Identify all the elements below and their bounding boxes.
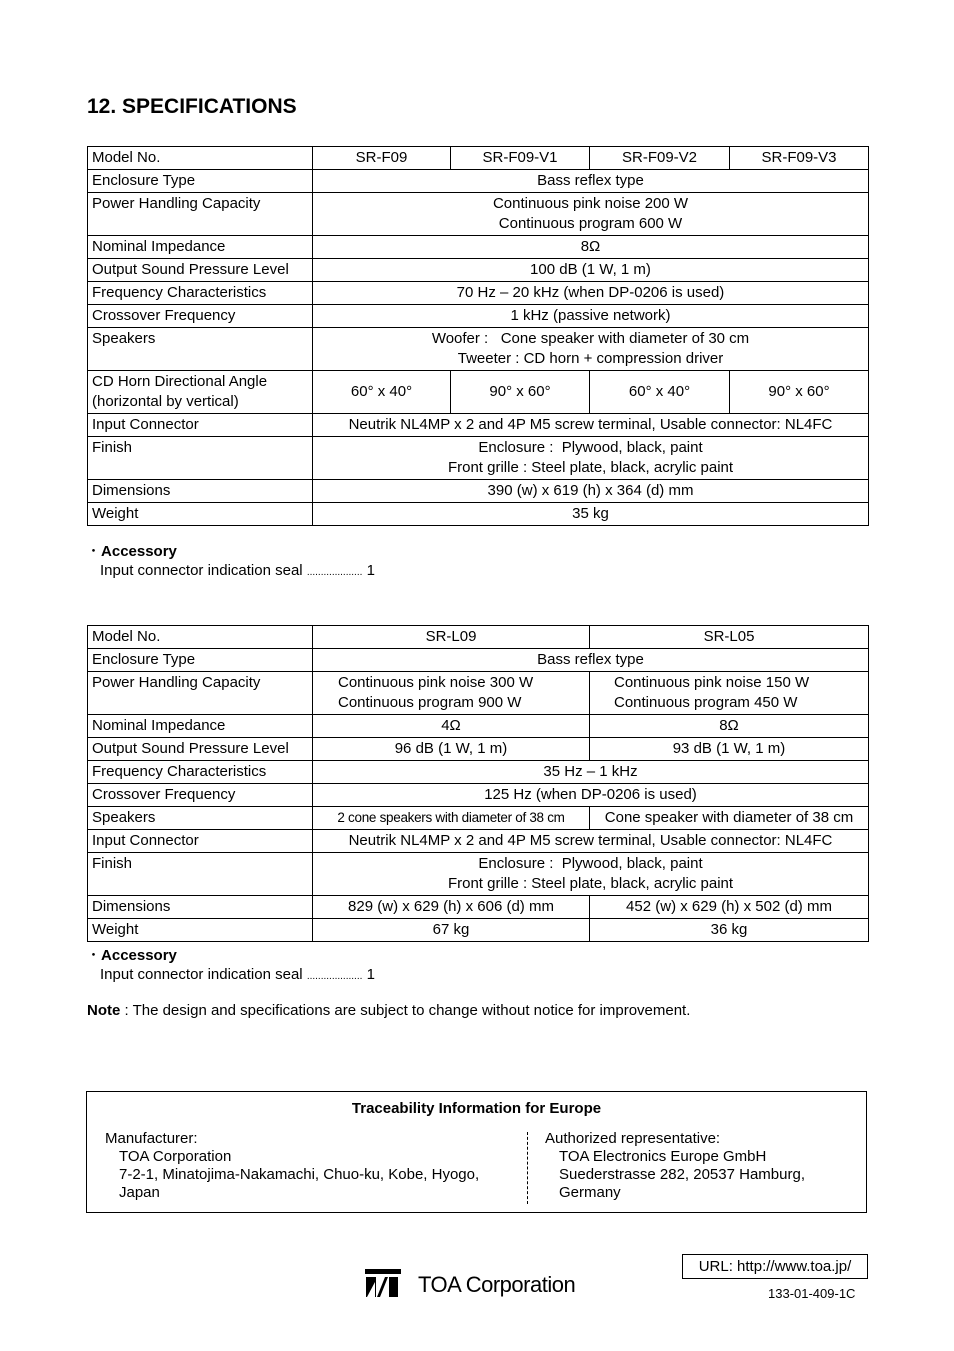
row-label: Model No. — [88, 147, 313, 170]
accessory-item-name: Input connector indication seal — [100, 966, 303, 983]
value-cell: 67 kg — [313, 919, 590, 942]
address-line: Suederstrasse 282, 20537 Hamburg, — [559, 1166, 805, 1183]
row-label: Power Handling Capacity — [88, 193, 313, 236]
value-cell — [313, 853, 869, 896]
table-row — [88, 371, 869, 414]
accessory-section — [86, 946, 375, 986]
value-cell: Cone speaker with diameter of 38 cm — [590, 807, 869, 830]
spec-table-sr-f09 — [87, 146, 869, 526]
value-line: Continuous program 600 W — [498, 215, 683, 232]
table-row — [88, 480, 869, 503]
spec-table-sr-l — [87, 625, 869, 942]
address-line: Japan — [119, 1184, 160, 1201]
value-line: Continuous pink noise 150 W — [614, 674, 810, 691]
traceability-box — [86, 1091, 867, 1213]
value-cell: Bass reflex type — [313, 170, 869, 193]
leader-dots: .................... — [306, 567, 363, 578]
accessory-item-name: Input connector indication seal — [100, 562, 303, 579]
address-line: TOA Corporation — [119, 1148, 232, 1165]
toa-logo-icon — [365, 1268, 401, 1298]
value-cell: Bass reflex type — [313, 649, 869, 672]
document-number: 133-01-409-1C — [768, 1286, 856, 1301]
table-row — [88, 784, 869, 807]
value-cell — [313, 672, 590, 715]
label-line: CD Horn Directional Angle — [92, 373, 268, 390]
value-cell: 8Ω — [313, 236, 869, 259]
leader-dots: .................... — [306, 971, 363, 982]
row-label: Output Sound Pressure Level — [88, 738, 313, 761]
row-label: Input Connector — [88, 830, 313, 853]
model-cell: SR-F09-V3 — [730, 147, 869, 170]
table-row — [88, 761, 869, 784]
accessory-qty: 1 — [366, 966, 375, 983]
row-label: Finish — [88, 437, 313, 480]
model-cell: SR-F09 — [313, 147, 451, 170]
value-cell: 829 (w) x 629 (h) x 606 (d) mm — [313, 896, 590, 919]
value-line: Front grille : Steel plate, black, acrylic paint — [447, 459, 734, 476]
table-row — [88, 807, 869, 830]
value-cell: 93 dB (1 W, 1 m) — [590, 738, 869, 761]
table-row — [88, 259, 869, 282]
angle-cell: 90° x 60° — [451, 371, 590, 414]
row-label: Weight — [88, 919, 313, 942]
label-line: (horizontal by vertical) — [92, 393, 239, 410]
bullet: ・ — [86, 543, 102, 560]
note-text: : The design and specifications are subject to change without notice for improvement. — [120, 1002, 691, 1019]
table-row — [88, 649, 869, 672]
value-cell: 452 (w) x 629 (h) x 502 (d) mm — [590, 896, 869, 919]
value-cell: 2 cone speakers with diameter of 38 cm — [313, 807, 590, 830]
row-label: Finish — [88, 853, 313, 896]
table-row — [88, 305, 869, 328]
value-cell: 96 dB (1 W, 1 m) — [313, 738, 590, 761]
address-line: Germany — [559, 1184, 621, 1201]
value-cell: 8Ω — [590, 715, 869, 738]
value-cell: Neutrik NL4MP x 2 and 4P M5 screw terminal, Usable connector: NL4FC — [313, 414, 869, 437]
table-row — [88, 503, 869, 526]
row-label: Speakers — [88, 328, 313, 371]
table-row — [88, 919, 869, 942]
table-row — [88, 236, 869, 259]
row-label: Dimensions — [88, 480, 313, 503]
accessory-heading — [86, 946, 375, 965]
table-row — [88, 626, 869, 649]
value-cell: 35 kg — [313, 503, 869, 526]
value-line: Enclosure : Plywood, black, paint — [478, 855, 703, 872]
row-label: Dimensions — [88, 896, 313, 919]
row-label — [88, 371, 313, 414]
row-label: Crossover Frequency — [88, 305, 313, 328]
value-cell: 125 Hz (when DP-0206 is used) — [313, 784, 869, 807]
value-cell: 100 dB (1 W, 1 m) — [313, 259, 869, 282]
value-cell: 35 Hz – 1 kHz — [313, 761, 869, 784]
column-divider — [527, 1132, 528, 1204]
accessory-section — [86, 542, 375, 582]
row-label: Speakers — [88, 807, 313, 830]
table-row — [88, 437, 869, 480]
accessory-title: Accessory — [101, 543, 177, 560]
value-line: Enclosure : Plywood, black, paint — [478, 439, 703, 456]
accessory-qty: 1 — [366, 562, 375, 579]
value-line: Front grille : Steel plate, black, acrylic paint — [447, 875, 734, 892]
page-title: 12. SPECIFICATIONS — [87, 95, 297, 118]
note-label: Note — [87, 1002, 121, 1019]
row-label: Weight — [88, 503, 313, 526]
accessory-title: Accessory — [101, 947, 177, 964]
url-box: URL: http://www.toa.jp/ — [682, 1254, 868, 1279]
value-line: Continuous program 450 W — [614, 694, 798, 711]
value-line: Woofer : Cone speaker with diameter of 30 cm — [431, 330, 750, 347]
model-cell: SR-F09-V1 — [451, 147, 590, 170]
value-cell — [313, 328, 869, 371]
angle-cell: 60° x 40° — [313, 371, 451, 414]
corporation-name: TOA Corporation — [418, 1272, 576, 1297]
model-cell: SR-L09 — [313, 626, 590, 649]
row-label: Input Connector — [88, 414, 313, 437]
value-cell: 4Ω — [313, 715, 590, 738]
value-cell: 36 kg — [590, 919, 869, 942]
table-row — [88, 147, 869, 170]
address-line: 7-2-1, Minatojima-Nakamachi, Chuo-ku, Kobe, Hyogo, — [119, 1166, 480, 1183]
row-label: Power Handling Capacity — [88, 672, 313, 715]
row-label: Frequency Characteristics — [88, 282, 313, 305]
accessory-item — [86, 965, 375, 986]
row-label: Crossover Frequency — [88, 784, 313, 807]
accessory-item — [86, 561, 375, 582]
value-cell — [590, 672, 869, 715]
model-cell: SR-F09-V2 — [590, 147, 730, 170]
representative-label: Authorized representative: — [545, 1130, 721, 1147]
value-cell: 70 Hz – 20 kHz (when DP-0206 is used) — [313, 282, 869, 305]
table-row — [88, 853, 869, 896]
value-line: Continuous program 900 W — [338, 694, 522, 711]
row-label: Model No. — [88, 626, 313, 649]
table-row — [88, 672, 869, 715]
angle-cell: 90° x 60° — [730, 371, 869, 414]
accessory-heading — [86, 542, 375, 561]
row-label: Enclosure Type — [88, 170, 313, 193]
table-row — [88, 328, 869, 371]
angle-cell: 60° x 40° — [590, 371, 730, 414]
note — [87, 1002, 690, 1019]
value-line: Continuous pink noise 300 W — [338, 674, 534, 691]
table-row — [88, 738, 869, 761]
row-label: Nominal Impedance — [88, 715, 313, 738]
table-row — [88, 170, 869, 193]
address-line: TOA Electronics Europe GmbH — [559, 1148, 767, 1165]
traceability-title: Traceability Information for Europe — [351, 1100, 602, 1117]
value-cell — [313, 437, 869, 480]
value-line: Tweeter : CD horn + compression driver — [457, 350, 724, 367]
value-cell — [313, 193, 869, 236]
representative-block — [545, 1130, 805, 1202]
model-cell: SR-L05 — [590, 626, 869, 649]
row-label: Output Sound Pressure Level — [88, 259, 313, 282]
table-row — [88, 193, 869, 236]
manufacturer-label: Manufacturer: — [105, 1130, 198, 1147]
table-row — [88, 282, 869, 305]
value-line: Continuous pink noise 200 W — [492, 195, 689, 212]
table-row — [88, 896, 869, 919]
value-cell: 390 (w) x 619 (h) x 364 (d) mm — [313, 480, 869, 503]
row-label: Frequency Characteristics — [88, 761, 313, 784]
manufacturer-block — [105, 1130, 479, 1202]
table-row — [88, 414, 869, 437]
value-cell: Neutrik NL4MP x 2 and 4P M5 screw terminal, Usable connector: NL4FC — [313, 830, 869, 853]
value-cell: 1 kHz (passive network) — [313, 305, 869, 328]
row-label: Enclosure Type — [88, 649, 313, 672]
table-row — [88, 715, 869, 738]
row-label: Nominal Impedance — [88, 236, 313, 259]
table-row — [88, 830, 869, 853]
bullet: ・ — [86, 947, 102, 964]
